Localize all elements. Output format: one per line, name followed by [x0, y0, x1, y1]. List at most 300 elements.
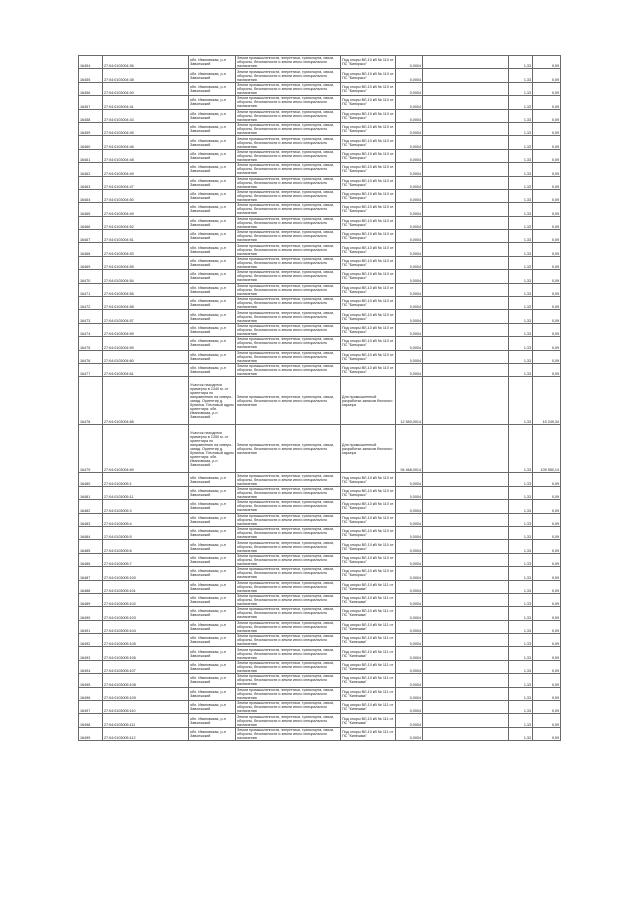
cadastral-number-cell: 27:04:0103005:107 — [103, 660, 189, 673]
row-number-cell: 16463 — [79, 176, 103, 189]
cadastral-value-cell — [423, 701, 509, 714]
table-row — [79, 56, 561, 69]
cadastral-number-cell: 27:04:0103004:57 — [103, 310, 189, 323]
cadastral-value-cell — [423, 96, 509, 109]
table-row — [79, 283, 561, 296]
rate-cell: 1,33 — [509, 163, 533, 176]
value-cell: 0,09 — [533, 553, 561, 566]
address-cell: обл. Ивановская, р-н Заволжский — [189, 243, 236, 256]
address-cell: обл. Ивановская, р-н Заволжский — [189, 69, 236, 82]
permitted-use-cell: Под опоры ВЛ-10 кВ № 110 от ПС "Бинкрасс" — [341, 567, 396, 580]
cadastral-number-cell: 27:04:0103005:1 — [103, 473, 189, 486]
address-cell: обл. Ивановская, р-н Заволжский — [189, 56, 236, 69]
permitted-use-cell: Под опоры ВЛ-10 кВ № 110 от ПС "Бинкрасс" — [341, 136, 396, 149]
area-cell: 0,0004 — [396, 473, 423, 486]
area-cell: 12 550,0014 — [396, 377, 423, 425]
address-cell: обл. Ивановская, р-н Заволжский — [189, 526, 236, 539]
value-cell: 0,09 — [533, 647, 561, 660]
address-cell: обл. Ивановская, р-н Заволжский — [189, 500, 236, 513]
value-cell: 0,09 — [533, 660, 561, 673]
permitted-use-cell: Под опоры ВЛ-10 кВ № 111 от ПС "Кинешма" — [341, 647, 396, 660]
cadastral-value-cell — [423, 425, 509, 473]
rate-cell: 1,33 — [509, 377, 533, 425]
area-cell: 0,0004 — [396, 109, 423, 122]
value-cell: 0,09 — [533, 122, 561, 135]
cadastral-value-cell — [423, 363, 509, 376]
table-row — [79, 727, 561, 740]
rate-cell: 1,33 — [509, 297, 533, 310]
address-cell: обл. Ивановская, р-н Заволжский — [189, 674, 236, 687]
cadastral-number-cell: 27:04:0103004:59 — [103, 337, 189, 350]
rate-cell: 1,33 — [509, 96, 533, 109]
address-cell: обл. Ивановская, р-н Заволжский — [189, 337, 236, 350]
address-cell: обл. Ивановская, р-н Заволжский — [189, 647, 236, 660]
permitted-use-cell: Под опоры ВЛ-10 кВ № 111 от ПС "Кинешма" — [341, 660, 396, 673]
cadastral-number-cell: 27:04:0103004:61 — [103, 363, 189, 376]
cadastral-number-cell: 27:04:0103004:59 — [103, 323, 189, 336]
row-number-cell: 16487 — [79, 567, 103, 580]
row-number-cell: 16493 — [79, 647, 103, 660]
area-cell: 0,0004 — [396, 176, 423, 189]
address-cell: обл. Ивановская, р-н Заволжский — [189, 176, 236, 189]
area-cell: 0,0004 — [396, 593, 423, 606]
land-category-cell: Земли промышленности, энергетики, транспорта, связи, обороны, безопасности и земли иного специального назначения — [236, 122, 341, 135]
cadastral-number-cell: 27:04:0103004:46 — [103, 136, 189, 149]
table-row — [79, 297, 561, 310]
value-cell: 0,09 — [533, 109, 561, 122]
permitted-use-cell: Под опоры ВЛ-10 кВ № 111 от ПС "Кинешма" — [341, 727, 396, 740]
cadastral-value-cell — [423, 82, 509, 95]
row-number-cell: 16473 — [79, 310, 103, 323]
land-category-cell: Земли промышленности, энергетики, транспорта, связи, обороны, безопасности и земли иного специального назначения — [236, 500, 341, 513]
permitted-use-cell: Под опоры ВЛ-10 кВ № 110 от ПС "Бинкрасс" — [341, 323, 396, 336]
address-cell: обл. Ивановская, р-н Заволжский — [189, 486, 236, 499]
permitted-use-cell: Под опоры ВЛ-10 кВ № 110 от ПС "Бинкрасс" — [341, 216, 396, 229]
row-number-cell: 16458 — [79, 109, 103, 122]
row-number-cell: 16456 — [79, 82, 103, 95]
value-cell: 0,09 — [533, 149, 561, 162]
land-category-cell: Земли промышленности, энергетики, транспорта, связи, обороны, безопасности и земли иного специального назначения — [236, 96, 341, 109]
row-number-cell: 16459 — [79, 122, 103, 135]
area-cell: 0,0004 — [396, 283, 423, 296]
table-row — [79, 634, 561, 647]
row-number-cell: 16460 — [79, 136, 103, 149]
area-cell: 0,0004 — [396, 660, 423, 673]
row-number-cell: 16475 — [79, 337, 103, 350]
land-category-cell: Земли промышленности, энергетики, транспорта, связи, обороны, безопасности и земли иного специального назначения — [236, 567, 341, 580]
row-number-cell: 16469 — [79, 256, 103, 269]
rate-cell: 1,33 — [509, 714, 533, 727]
land-category-cell: Земли промышленности, энергетики, транспорта, связи, обороны, безопасности и земли иного специального назначения — [236, 337, 341, 350]
land-category-cell: Земли промышленности, энергетики, транспорта, связи, обороны, безопасности и земли иного специального назначения — [236, 634, 341, 647]
land-category-cell: Земли промышленности, энергетики, транспорта, связи, обороны, безопасности и земли иного специального назначения — [236, 163, 341, 176]
permitted-use-cell: Под опоры ВЛ-10 кВ № 110 от ПС "Бинкрасс" — [341, 297, 396, 310]
area-cell: 0,0004 — [396, 323, 423, 336]
cadastral-value-cell — [423, 283, 509, 296]
land-category-cell: Земли промышленности, энергетики, транспорта, связи, обороны, безопасности и земли иного специального назначения — [236, 230, 341, 243]
area-cell: 0,0004 — [396, 96, 423, 109]
area-cell: 0,0004 — [396, 607, 423, 620]
address-cell: обл. Ивановская, р-н Заволжский — [189, 270, 236, 283]
cadastral-value-cell — [423, 136, 509, 149]
rate-cell: 1,33 — [509, 553, 533, 566]
land-category-cell: Земли промышленности, энергетики, транспорта, связи, обороны, безопасности и земли иного специального назначения — [236, 580, 341, 593]
cadastral-number-cell: 27:04:0103005:108 — [103, 674, 189, 687]
address-cell: обл. Ивановская, р-н Заволжский — [189, 473, 236, 486]
address-cell: обл. Ивановская, р-н Заволжский — [189, 714, 236, 727]
value-cell: 0,09 — [533, 189, 561, 202]
table-row — [79, 620, 561, 633]
row-number-cell: 16495 — [79, 674, 103, 687]
permitted-use-cell: Под опоры ВЛ-10 кВ № 110 от ПС "Бинкрасс" — [341, 363, 396, 376]
rate-cell: 1,33 — [509, 350, 533, 363]
cadastral-number-cell: 27:04:0103004:41 — [103, 96, 189, 109]
land-category-cell: Земли промышленности, энергетики, транспорта, связи, обороны, безопасности и земли иного специального назначения — [236, 593, 341, 606]
address-cell: обл. Ивановская, р-н Заволжский — [189, 620, 236, 633]
cadastral-value-cell — [423, 256, 509, 269]
cadastral-number-cell: 27:04:0103005:106 — [103, 647, 189, 660]
land-category-cell: Земли промышленности, энергетики, транспорта, связи, обороны, безопасности и земли иного специального назначения — [236, 149, 341, 162]
table-row — [79, 243, 561, 256]
table-row — [79, 310, 561, 323]
row-number-cell: 16455 — [79, 69, 103, 82]
value-cell: 0,09 — [533, 727, 561, 740]
cadastral-number-cell: 27:04:0103005:110 — [103, 701, 189, 714]
cadastral-value-cell — [423, 122, 509, 135]
value-cell: 15 249,34 — [533, 377, 561, 425]
cadastral-value-cell — [423, 634, 509, 647]
table-row — [79, 526, 561, 539]
cadastral-number-cell: 27:04:0103005:3 — [103, 500, 189, 513]
cadastral-number-cell: 27:04:0103004:50 — [103, 189, 189, 202]
table-row — [79, 69, 561, 82]
table-row — [79, 109, 561, 122]
cadastral-value-cell — [423, 203, 509, 216]
address-cell: обл. Ивановская, р-н Заволжский — [189, 323, 236, 336]
permitted-use-cell: Для промышленной разработки запасов блочного карьера — [341, 425, 396, 473]
cadastral-number-cell: 27:04:0103005:109 — [103, 687, 189, 700]
cadastral-number-cell: 27:04:0103005:101 — [103, 580, 189, 593]
cadastral-value-cell — [423, 310, 509, 323]
table-row — [79, 486, 561, 499]
land-category-cell: Земли промышленности, энергетики, транспорта, связи, обороны, безопасности и земли иного специального назначения — [236, 647, 341, 660]
land-category-cell: Земли промышленности, энергетики, транспорта, связи, обороны, безопасности и земли иного специального назначения — [236, 69, 341, 82]
address-cell: обл. Ивановская, р-н Заволжский — [189, 363, 236, 376]
land-category-cell: Земли промышленности, энергетики, транспорта, связи, обороны, безопасности и земли иного специального назначения — [236, 377, 341, 425]
cadastral-value-cell — [423, 580, 509, 593]
area-cell: 0,0004 — [396, 337, 423, 350]
permitted-use-cell: Под опоры ВЛ-10 кВ № 111 от ПС "Кинешма" — [341, 687, 396, 700]
rate-cell: 1,33 — [509, 567, 533, 580]
area-cell: 0,0004 — [396, 701, 423, 714]
row-number-cell: 16454 — [79, 56, 103, 69]
land-category-cell: Земли промышленности, энергетики, транспорта, связи, обороны, безопасности и земли иного специального назначения — [236, 620, 341, 633]
cadastral-value-cell — [423, 620, 509, 633]
land-category-cell: Земли промышленности, энергетики, транспорта, связи, обороны, безопасности и земли иного специального назначения — [236, 350, 341, 363]
permitted-use-cell: Под опоры ВЛ-10 кВ № 111 от ПС "Кинешма" — [341, 674, 396, 687]
cadastral-value-cell — [423, 149, 509, 162]
rate-cell: 1,33 — [509, 337, 533, 350]
land-category-cell: Земли промышленности, энергетики, транспорта, связи, обороны, безопасности и земли иного специального назначения — [236, 363, 341, 376]
row-number-cell: 16483 — [79, 513, 103, 526]
table-row — [79, 513, 561, 526]
rate-cell: 1,33 — [509, 82, 533, 95]
value-cell: 0,09 — [533, 243, 561, 256]
cadastral-value-cell — [423, 297, 509, 310]
permitted-use-cell: Под опоры ВЛ-10 кВ № 110 от ПС "Бинкрасс" — [341, 270, 396, 283]
area-cell: 0,0004 — [396, 634, 423, 647]
cadastral-number-cell: 27:04:0103004:68 — [103, 377, 189, 425]
permitted-use-cell: Под опоры ВЛ-10 кВ № 110 от ПС "Бинкрасс" — [341, 486, 396, 499]
row-number-cell: 16494 — [79, 660, 103, 673]
land-category-cell: Земли промышленности, энергетики, транспорта, связи, обороны, безопасности и земли иного специального назначения — [236, 425, 341, 473]
table-row — [79, 473, 561, 486]
table-row — [79, 580, 561, 593]
land-category-cell: Земли промышленности, энергетики, транспорта, связи, обороны, безопасности и земли иного специального назначения — [236, 323, 341, 336]
value-cell: 0,09 — [533, 163, 561, 176]
row-number-cell: 16499 — [79, 727, 103, 740]
table-body — [79, 56, 561, 741]
rate-cell: 1,33 — [509, 674, 533, 687]
table-row — [79, 714, 561, 727]
permitted-use-cell: Под опоры ВЛ-10 кВ № 110 от ПС "Бинкрасс" — [341, 553, 396, 566]
value-cell: 0,09 — [533, 310, 561, 323]
address-cell: обл. Ивановская, р-н Заволжский — [189, 96, 236, 109]
land-category-cell: Земли промышленности, энергетики, транспорта, связи, обороны, безопасности и земли иного специального назначения — [236, 310, 341, 323]
permitted-use-cell: Под опоры ВЛ-10 кВ № 110 от ПС "Бинкрасс" — [341, 526, 396, 539]
address-cell: обл. Ивановская, р-н Заволжский — [189, 687, 236, 700]
land-category-cell: Земли промышленности, энергетики, транспорта, связи, обороны, безопасности и земли иного специального назначения — [236, 297, 341, 310]
land-category-cell: Земли промышленности, энергетики, транспорта, связи, обороны, безопасности и земли иного специального назначения — [236, 540, 341, 553]
area-cell: 0,0004 — [396, 350, 423, 363]
table-row — [79, 96, 561, 109]
area-cell: 0,0004 — [396, 243, 423, 256]
row-number-cell: 16477 — [79, 363, 103, 376]
table-row — [79, 567, 561, 580]
row-number-cell: 16468 — [79, 243, 103, 256]
permitted-use-cell: Под опоры ВЛ-10 кВ № 110 от ПС "Бинкрасс" — [341, 256, 396, 269]
address-cell: Участок находится примерно в 1350 м. от ориентира по направлению на северо-запад. Ориентир д. Кунинка. Почтовый адрес ориентира: обл. Ивановская, р-н Заволжский — [189, 425, 236, 473]
table-row — [79, 122, 561, 135]
area-cell: 0,0004 — [396, 297, 423, 310]
cadastral-number-cell: 27:04:0103004:56 — [103, 283, 189, 296]
row-number-cell: 16467 — [79, 230, 103, 243]
table-row — [79, 176, 561, 189]
rate-cell: 1,33 — [509, 593, 533, 606]
table-row — [79, 500, 561, 513]
area-cell: 0,0004 — [396, 270, 423, 283]
rate-cell: 1,33 — [509, 283, 533, 296]
rate-cell: 1,33 — [509, 69, 533, 82]
cadastral-value-cell — [423, 350, 509, 363]
land-category-cell: Земли промышленности, энергетики, транспорта, связи, обороны, безопасности и земли иного специального назначения — [236, 243, 341, 256]
row-number-cell: 16479 — [79, 425, 103, 473]
table-row — [79, 674, 561, 687]
value-cell: 0,09 — [533, 593, 561, 606]
value-cell: 0,09 — [533, 714, 561, 727]
cadastral-value-cell — [423, 109, 509, 122]
cadastral-number-cell: 27:04:0103005:111 — [103, 714, 189, 727]
land-plots-table — [78, 55, 561, 741]
value-cell: 0,09 — [533, 674, 561, 687]
rate-cell: 1,33 — [509, 56, 533, 69]
cadastral-number-cell: 27:04:0103005:5 — [103, 526, 189, 539]
address-cell: обл. Ивановская, р-н Заволжский — [189, 350, 236, 363]
area-cell: 0,0004 — [396, 580, 423, 593]
row-number-cell: 16489 — [79, 593, 103, 606]
area-cell: 94 468,0014 — [396, 425, 423, 473]
rate-cell: 1,33 — [509, 647, 533, 660]
area-cell: 0,0004 — [396, 553, 423, 566]
cadastral-number-cell: 27:04:0103004:53 — [103, 243, 189, 256]
rate-cell: 1,33 — [509, 580, 533, 593]
cadastral-number-cell: 27:04:0103005:4 — [103, 513, 189, 526]
rate-cell: 1,33 — [509, 540, 533, 553]
value-cell: 0,09 — [533, 230, 561, 243]
permitted-use-cell: Для промышленной разработки запасов блочного карьера — [341, 377, 396, 425]
land-category-cell: Земли промышленности, энергетики, транспорта, связи, обороны, безопасности и земли иного специального назначения — [236, 486, 341, 499]
value-cell: 0,09 — [533, 297, 561, 310]
permitted-use-cell: Под опоры ВЛ-10 кВ № 110 от ПС "Бинкрасс" — [341, 82, 396, 95]
table-row — [79, 337, 561, 350]
rate-cell: 1,33 — [509, 473, 533, 486]
cadastral-number-cell: 27:04:0103005:105 — [103, 634, 189, 647]
rate-cell: 1,33 — [509, 122, 533, 135]
rate-cell: 1,33 — [509, 727, 533, 740]
area-cell: 0,0004 — [396, 647, 423, 660]
land-category-cell: Земли промышленности, энергетики, транспорта, связи, обороны, безопасности и земли иного специального назначения — [236, 607, 341, 620]
value-cell: 0,09 — [533, 216, 561, 229]
rate-cell: 1,33 — [509, 149, 533, 162]
value-cell: 0,09 — [533, 270, 561, 283]
cadastral-value-cell — [423, 727, 509, 740]
value-cell: 0,09 — [533, 701, 561, 714]
permitted-use-cell: Под опоры ВЛ-10 кВ № 110 от ПС "Бинкрасс" — [341, 163, 396, 176]
area-cell: 0,0004 — [396, 687, 423, 700]
permitted-use-cell: Под опоры ВЛ-10 кВ № 110 от ПС "Бинкрасс" — [341, 283, 396, 296]
permitted-use-cell: Под опоры ВЛ-10 кВ № 110 от ПС "Бинкрасс" — [341, 473, 396, 486]
cadastral-value-cell — [423, 270, 509, 283]
rate-cell: 1,33 — [509, 270, 533, 283]
cadastral-number-cell: 27:04:0103004:60 — [103, 350, 189, 363]
row-number-cell: 16497 — [79, 701, 103, 714]
permitted-use-cell: Под опоры ВЛ-10 кВ № 111 от ПС "Кинешма" — [341, 580, 396, 593]
value-cell: 0,09 — [533, 620, 561, 633]
address-cell: обл. Ивановская, р-н Заволжский — [189, 607, 236, 620]
rate-cell: 1,33 — [509, 526, 533, 539]
rate-cell: 1,33 — [509, 243, 533, 256]
land-category-cell: Земли промышленности, энергетики, транспорта, связи, обороны, безопасности и земли иного специального назначения — [236, 109, 341, 122]
address-cell: обл. Ивановская, р-н Заволжский — [189, 216, 236, 229]
value-cell: 109 550,14 — [533, 425, 561, 473]
permitted-use-cell: Под опоры ВЛ-10 кВ № 110 от ПС "Бинкрасс" — [341, 149, 396, 162]
rate-cell: 1,33 — [509, 189, 533, 202]
rate-cell: 1,33 — [509, 109, 533, 122]
cadastral-number-cell: 27:04:0103005:11 — [103, 486, 189, 499]
permitted-use-cell: Под опоры ВЛ-10 кВ № 110 от ПС "Бинкрасс" — [341, 122, 396, 135]
permitted-use-cell: Под опоры ВЛ-10 кВ № 110 от ПС "Бинкрасс" — [341, 500, 396, 513]
cadastral-value-cell — [423, 607, 509, 620]
cadastral-value-cell — [423, 473, 509, 486]
area-cell: 0,0004 — [396, 203, 423, 216]
cadastral-value-cell — [423, 567, 509, 580]
row-number-cell: 16481 — [79, 486, 103, 499]
area-cell: 0,0004 — [396, 513, 423, 526]
address-cell: обл. Ивановская, р-н Заволжский — [189, 163, 236, 176]
table-row — [79, 607, 561, 620]
cadastral-value-cell — [423, 216, 509, 229]
cadastral-number-cell: 27:04:0103004:52 — [103, 216, 189, 229]
area-cell: 0,0004 — [396, 500, 423, 513]
value-cell: 0,09 — [533, 82, 561, 95]
permitted-use-cell: Под опоры ВЛ-10 кВ № 111 от ПС "Кинешма" — [341, 714, 396, 727]
address-cell: обл. Ивановская, р-н Заволжский — [189, 553, 236, 566]
area-cell: 0,0004 — [396, 136, 423, 149]
rate-cell: 1,33 — [509, 256, 533, 269]
area-cell: 0,0004 — [396, 567, 423, 580]
row-number-cell: 16465 — [79, 203, 103, 216]
area-cell: 0,0004 — [396, 189, 423, 202]
cadastral-number-cell: 27:04:0103004:38 — [103, 69, 189, 82]
cadastral-value-cell — [423, 323, 509, 336]
row-number-cell: 16488 — [79, 580, 103, 593]
rate-cell: 1,33 — [509, 363, 533, 376]
cadastral-value-cell — [423, 230, 509, 243]
row-number-cell: 16457 — [79, 96, 103, 109]
land-category-cell: Земли промышленности, энергетики, транспорта, связи, обороны, безопасности и земли иного специального назначения — [236, 56, 341, 69]
table-row — [79, 149, 561, 162]
land-category-cell: Земли промышленности, энергетики, транспорта, связи, обороны, безопасности и земли иного специального назначения — [236, 553, 341, 566]
land-category-cell: Земли промышленности, энергетики, транспорта, связи, обороны, безопасности и земли иного специального назначения — [236, 216, 341, 229]
area-cell: 0,0004 — [396, 486, 423, 499]
cadastral-number-cell: 27:04:0103004:49 — [103, 203, 189, 216]
table-row — [79, 553, 561, 566]
land-category-cell: Земли промышленности, энергетики, транспорта, связи, обороны, безопасности и земли иного специального назначения — [236, 526, 341, 539]
permitted-use-cell: Под опоры ВЛ-10 кВ № 111 от ПС "Кинешма" — [341, 607, 396, 620]
table-row — [79, 230, 561, 243]
permitted-use-cell: Под опоры ВЛ-10 кВ № 110 от ПС "Бинкрасс" — [341, 176, 396, 189]
value-cell: 0,09 — [533, 540, 561, 553]
cadastral-number-cell: 27:04:0103005:7 — [103, 553, 189, 566]
land-category-cell: Земли промышленности, энергетики, транспорта, связи, обороны, безопасности и земли иного специального назначения — [236, 714, 341, 727]
cadastral-number-cell: 27:04:0103004:43 — [103, 109, 189, 122]
permitted-use-cell: Под опоры ВЛ-10 кВ № 110 от ПС "Бинкрасс" — [341, 189, 396, 202]
table-row — [79, 163, 561, 176]
cadastral-number-cell: 27:04:0103005:112 — [103, 727, 189, 740]
permitted-use-cell: Под опоры ВЛ-10 кВ № 110 от ПС "Бинкрасс" — [341, 96, 396, 109]
address-cell: обл. Ивановская, р-н Заволжский — [189, 203, 236, 216]
address-cell: обл. Ивановская, р-н Заволжский — [189, 660, 236, 673]
area-cell: 0,0004 — [396, 256, 423, 269]
rate-cell: 1,33 — [509, 634, 533, 647]
table-row — [79, 593, 561, 606]
rate-cell: 1,33 — [509, 425, 533, 473]
table-row — [79, 82, 561, 95]
row-number-cell: 16486 — [79, 553, 103, 566]
rate-cell: 1,33 — [509, 323, 533, 336]
permitted-use-cell: Под опоры ВЛ-10 кВ № 111 от ПС "Кинешма" — [341, 634, 396, 647]
row-number-cell: 16498 — [79, 714, 103, 727]
rate-cell: 1,33 — [509, 701, 533, 714]
cadastral-value-cell — [423, 337, 509, 350]
row-number-cell: 16490 — [79, 607, 103, 620]
address-cell: обл. Ивановская, р-н Заволжский — [189, 513, 236, 526]
area-cell: 0,0004 — [396, 714, 423, 727]
cadastral-value-cell — [423, 377, 509, 425]
value-cell: 0,09 — [533, 473, 561, 486]
cadastral-number-cell: 27:04:0103004:36 — [103, 56, 189, 69]
table-row — [79, 216, 561, 229]
